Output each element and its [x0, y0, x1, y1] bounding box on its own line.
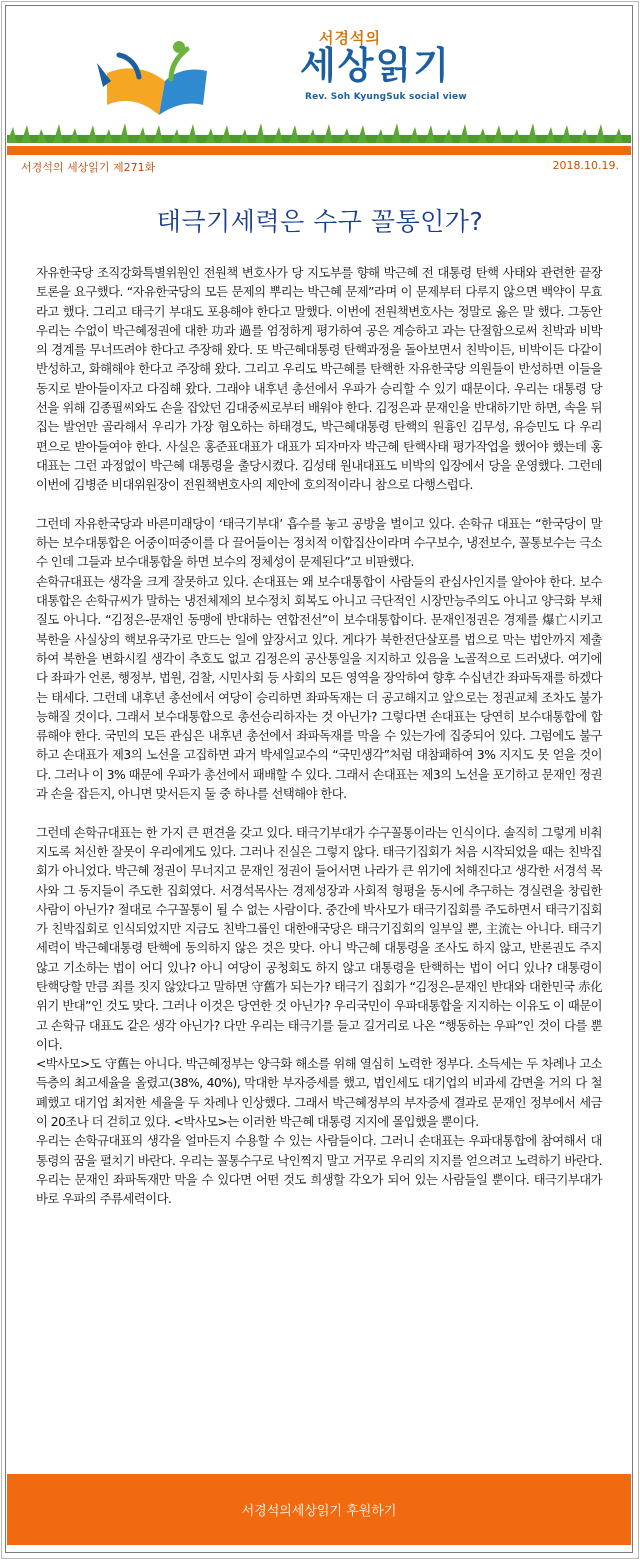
header-banner — [7, 7, 631, 143]
paragraph: 손학규대표는 생각을 크게 잘못하고 있다. 손대표는 왜 보수대통합이 사람들의 관심사인지를 알아야 한다. 보수대통합은 손학규씨가 말하는 냉전체제의 보수정치 회복도 아니고 극단적인 시장만능주의도 아니고 양극화 부채질도 아니다. “김정은-문재인 동맹에 반대하는 연합전선”이 보수대통합이다. 문재인정권은 경제를 爆亡시키고 북한을 사실상의 핵보유국가로 만드는 일에 앞장서고 있다. 게다가 북한전단살포를 법으로 막는 법안까지 제출하여 북한을 변화시킬 생각이 추호도 없고 김정은의 공산통일을 지지하고 있음을 노골적으로 드러냈다. 여기에다 좌파가 언론, 행정부, 법원, 검찰, 시민사회 등 사회의 모든 영역을 장악하여 향후 수십년간 좌파독재를 하겠다는 태세다. 그런데 내후년 총선에서 여당이 승리하면 좌파독재는 더 공고해지고 앞으로는 정권교체 조차도 불가능해질 것이다. 그래서 보수대통합으로 총선승리하자는 것 아닌가? 그렇다면 손대표는 당연히 보수대통합에 합류해야 한다. 국민의 모든 관심은 내후년 총선에서 좌파독재를 막을 수 있는가에 집중되어 있다. 그럼에도 불구하고 손대표가 제3의 노선을 고집하면 과거 박세일교수의 “국민생각”처럼 대참패하여 3% 지지도 못 얻을 것이다. 그러나 이 3% 때문에 우파가 총선에서 패배할 수 있다. 그래서 손대표는 제3의 노선을 포기하고 문재인 정권과 손을 잡든지, 아니면 맞서든지 둘 중 하나를 선택해야 한다. — [36, 574, 602, 802]
paragraph: 그런데 손학규대표는 한 가지 큰 편견을 갖고 있다. 태극기부대가 수구꼴통이라는 인식이다. 솔직히 그렇게 비춰지도록 처신한 잘못이 우리에게도 있다. 그러나 진실은 그렇지 않다. 태극기집회가 처음 시작되었을 때는 친박집회가 아니었다. 박근혜 정권이 무너지고 문재인 정권이 들어서면 나라가 큰 위기에 처해진다고 생각한 서경석 목사와 그 동지들이 주도한 집회였다. 서경석목사는 경제성장과 사회적 형평을 동시에 추구하는 경실련을 창립한 사람이 아닌가? 절대로 수구꼴통이 될 수 없는 사람이다. 중간에 박사모가 태극기집회를 주도하면서 태극기집회가 친박집회로 인식되었지만 지금도 친박그룹인 대한애국당은 태극기집회의 일부일 뿐, 主流는 아니다. 태극기세력이 박근혜대통령 탄핵에 동의하지 않은 것은 맞다. 아니 박근혜 대통령을 조사도 하지 않고, 반론권도 주지 않고 기소하는 법이 어디 있나? 아니 여당이 공청회도 하지 않고 대통령을 탄핵하는 법이 어디 있나? 대통령이 탄핵당할 만큼 죄를 짓지 않았다고 말하면 守舊가 되는가? 태극기 집회가 “김정은-문재인 반대와 대한민국 赤化위기 반대”인 것도 맞다. 그러나 이것은 당연한 것 아닌가? 우리국민이 우파대통합을 지지하는 이유도 이 때문이고 손학규 대표도 같은 생각 아닌가? 다만 우리는 태극기를 들고 길거리로 나온 “행동하는 우파”인 것이 다를 뿐이다. — [36, 825, 602, 1052]
brand-title: 세상읽기 — [300, 44, 451, 87]
article-body — [36, 264, 602, 1210]
paragraph: 자유한국당 조직강화특별위원인 전원책 변호사가 당 지도부를 향해 박근혜 전 대통령 탄핵 사태와 관련한 끝장토론을 요구했다. “자유한국당의 모든 문제의 뿌리는 박근혜 문제”라며 이 문제부터 다루지 않으면 백약이 무효라고 했다. 그리고 태극기 부대도 포용해야 한다고 말했다. 이번에 전원책변호사는 정말로 옳은 말 했다. 그동안 우리는 수없이 박근혜정권에 대한 功과 過를 엄정하게 평가하여 공은 계승하고 과는 단절함으로써 친박과 비박의 경계를 무너뜨려야 한다고 주장해 왔다. 또 박근혜대통령 탄핵과정을 돌아보면서 친박이든, 비박이든 다같이 반성하고, 화해해야 한다고 주장해 왔다. 그리고 우리도 박근혜를 탄핵한 자유한국당 의원들이 반성하면 이들을 동지로 받아들이자고 다짐해 왔다. 그래야 내후년 총선에서 우파가 승리할 수 있기 때문이다. 우리는 대통령 당선을 위해 김종필씨와도 손을 잡았던 김대중씨로부터 배워야 한다. 김정은과 문재인을 반대하기만 하면, 속을 뒤집는 발언만 골라해서 우리가 가장 혐오하는 하태경도, 박근혜대통령 탄핵의 원흉인 김무성, 유승민도 다 우리 편으로 받아들여야 한다. 사실은 홍준표대표가 대표가 되자마자 박근혜 탄핵사태 평가작업을 했어야 했는데 홍대표는 그런 과정없이 박근혜 대통령을 출당시켰다. 김성태 원내대표도 비박의 입장에서 당을 운영했다. 그런데 이번에 김병준 비대위원장이 전원책변호사의 제안에 호의적이라니 참으로 다행스럽다. — [36, 266, 602, 493]
paragraph: 그런데 자유한국당과 바른미래당이 ‘태극기부대’ 흡수를 놓고 공방을 벌이고 있다. 손학규 대표는 “한국당이 말하는 보수대통합은 어중이떠중이를 다 끌어들이는 정치적 이합집산이라며 수구보수, 냉전보수, 꼴통보수는 극소수 인데 그들과 보수대통합을 하면 보수의 정체성이 문제된다”고 비판했다. — [36, 516, 602, 570]
issue-date: 2018.10.19. — [552, 159, 619, 172]
paragraph: <박사모>도 守舊는 아니다. 박근혜정부는 양극화 해소를 위해 열심히 노력한 정부다. 소득세는 두 차례나 고소득층의 최고세율을 올렸고(38%, 40%), 막대한 부자증세를 했고, 법인세도 대기업의 비과세 감면을 거의 다 철폐했고 대기업 최저한 세율을 두 차례나 인상했다. 그래서 박근혜정부의 부자증세 결과로 문재인 정부에서 세금이 20조나 더 걷히고 있다. <박사모>는 이러한 박근혜 대통령 지지에 몰입했을 뿐이다. — [36, 1057, 602, 1130]
footer-bar — [7, 1474, 631, 1545]
paragraph: 우리는 손학규대표의 생각을 얼마든지 수용할 수 있는 사람들이다. 그러니 손대표는 우파대통합에 참여해서 대통령의 꿈을 펼치기 바란다. 우리는 꼴통수구로 낙인찍지 말고 거꾸로 우리의 지지를 얻으려고 노력하기 바란다. 우리는 문재인 좌파독재만 막을 수 있다면 어떤 것도 희생할 각오가 되어 있는 사람들일 뿐이다. 태극기부대가 바로 우파의 주류세력이다. — [36, 1134, 602, 1207]
brand-small-text: 서경석의 — [319, 29, 381, 47]
brand-subtitle: Rev. Soh KyungSuk social view — [305, 92, 467, 102]
issue-number: 서경석의 세상읽기 제271화 — [21, 161, 156, 174]
article-title: 태극기세력은 수구 꼴통인가? — [156, 207, 484, 236]
grass-decoration-icon — [7, 119, 631, 143]
issue-bar-inner — [7, 155, 631, 178]
support-link[interactable]: 서경석의세상읽기 후원하기 — [241, 1504, 397, 1519]
issue-bar — [7, 146, 631, 178]
